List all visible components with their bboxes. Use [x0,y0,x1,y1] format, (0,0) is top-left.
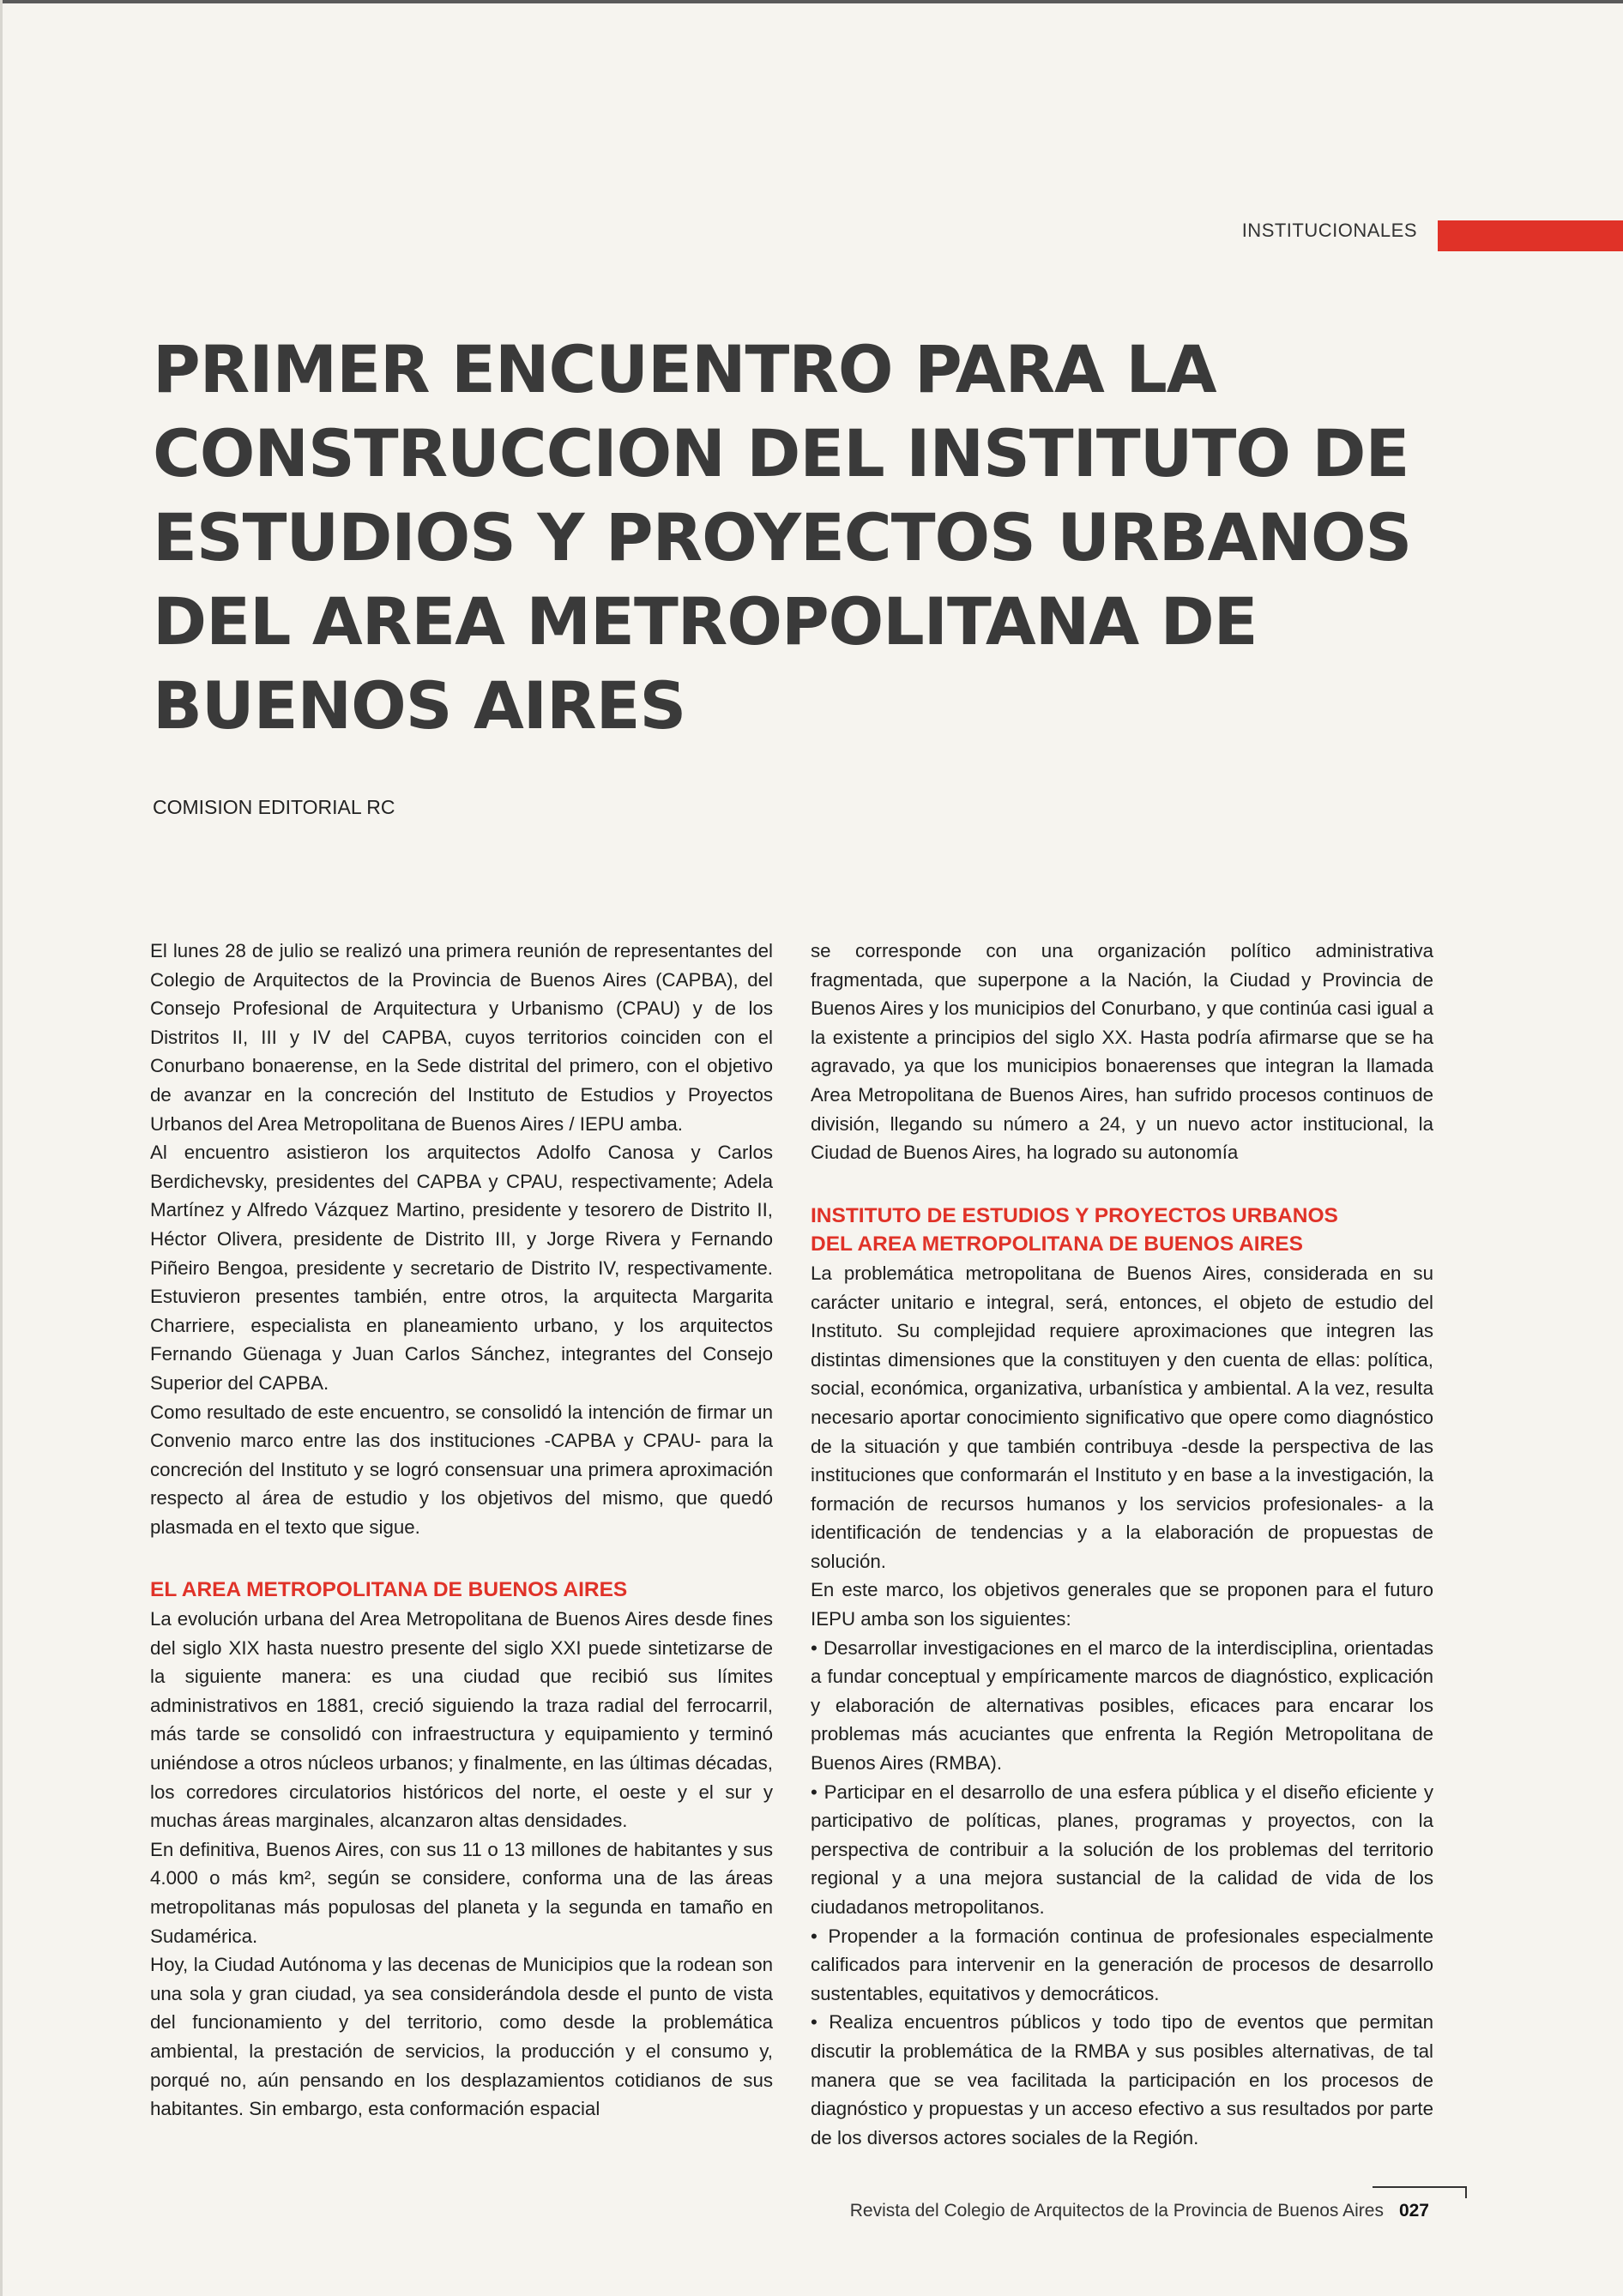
paragraph: En este marco, los objetivos generales que se proponen para el futuro IEPU amba son los siguientes: [811,1579,1433,1630]
bullet-item: • Realiza encuentros públicos y todo tipo de eventos que permitan discutir la problemática de la RMBA y sus posibles alternativas, de tal manera que se vea facilitada la participación en los procesos de diagnóstico y propuestas y un acceso efectivo a sus resultados por parte de los diversos actores sociales de la Región. [811,2011,1433,2148]
paragraph: se corresponde con una organización político administrativa fragmentada, que superpone a la Nación, la Ciudad y Provincia de Buenos Aires y los municipios del Conurbano, y que continúa casi igual a la existente a principios del siglo XX. Hasta podría afirmarse que se ha agravado, ya que los municipios bonaerenses que integran la llamada Area Metropolitana de Buenos Aires, han sufrido procesos continuos de división, llegando su número a 24, y un nuevo actor institucional, la Ciudad de Buenos Aires, ha logrado su autonomía [811,940,1433,1164]
paragraph: Hoy, la Ciudad Autónoma y las decenas de Municipios que la rodean son una sola y gran ciudad, ya sea considerándola desde el punto de vista del funcionamiento y del territorio, como desde la problemática ambiental, la prestación de servicios, la producción y el consumo y, porqué no, aún pensando en los desplazamientos cotidianos de sus habitantes. Sin embargo, esta conformación espacial [150,1954,773,2120]
page-footer [850,2201,1429,2221]
title-line: CONSTRUCCION DEL INSTITUTO DE [153,415,1409,491]
paragraph: Como resultado de este encuentro, se consolidó la intención de firmar un Convenio marco entre las dos instituciones -CAPBA y CPAU- para la concreción del Instituto y se logró consensuar una primera aproximación respecto al área de estudio y los objetivos del mismo, que quedó plasmada en el texto que sigue. [150,1401,773,1538]
paragraph: Al encuentro asistieron los arquitectos Adolfo Canosa y Carlos Berdichevsky, presidentes del CAPBA y CPAU, respectivamente; Adela Martínez y Alfredo Vázquez Martino, presidente y tesorero de Distrito II, Héctor Olivera, presidente de Distrito III, y Jorge Rivera y Fernando Piñeiro Bengoa, presidente y secretario de Distrito IV, respectivamente. Estuvieron presentes también, entre otros, la arquitecta Margarita Charriere, especialista en planeamiento urbano, y los arquitectos Fernando Güenaga y Juan Carlos Sánchez, integrantes del Consejo Superior del CAPBA. [150,1142,773,1394]
bullet-item: • Propender a la formación continua de profesionales especialmente calificados para intervenir en la generación de procesos de desarrollo sustentables, equitativos y democráticos. [811,1925,1433,2004]
page-number: 027 [1398,2201,1429,2221]
page-left-edge [0,0,3,2296]
paragraph: En definitiva, Buenos Aires, con sus 11 o 13 millones de habitantes y sus 4.000 o más km², según se considere, conforma una de las áreas metropolitanas más populosas del planeta y la segunda en tamaño en Sudamérica. [150,1838,773,1947]
section-heading-line: DEL AREA METROPOLITANA DE BUENOS AIRES [811,1232,1303,1256]
paragraph: La problemática metropolitana de Buenos Aires, considerada en su carácter unitario e integral, será, entonces, el objeto de estudio del Instituto. Su complejidad requiere aproximaciones que integren las distintas dimensiones que la constituyen y den cuenta de ellas: política, social, económica, organizativa, urbanística y ambiental. A la vez, resulta necesario aportar conocimiento significativo que opere como diagnóstico de la situación y que también contribuya -desde la perspectiva de las instituciones que conformarán el Instituto y en base a la investigación, la formación de recursos humanos y los servicios profesionales- a la identificación de tendencias y a la elaboración de propuestas de solución. [811,1262,1433,1572]
section-accent-bar [1438,220,1623,251]
title-line: DEL AREA METROPOLITANA DE [153,583,1258,660]
right-column [811,937,1433,2152]
bullet-item: • Participar en el desarrollo de una esfera pública y el diseño eficiente y participativo de políticas, planes, programas y proyectos, con la perspectiva de contribuir a la solución de los problemas del territorio regional y a una mejora sustancial de la calidad de vida de los ciudadanos metropolitanos. [811,1781,1433,1918]
bullet-item: • Desarrollar investigaciones en el marco de la interdisciplina, orientadas a fundar conceptual y empíricamente marcos de diagnóstico, explicación y elaboración de alternativas posibles, eficaces para encarar los problemas más acuciantes que enfrenta la Región Metropolitana de Buenos Aires (RMBA). [811,1636,1433,1775]
footer-rule [1373,2186,1467,2188]
title-line: ESTUDIOS Y PROYECTOS URBANOS [153,499,1412,576]
paragraph: La evolución urbana del Area Metropolitana de Buenos Aires desde fines del siglo XIX hasta nuestro presente del siglo XXI puede sintetizarse de la siguiente manera: es una ciudad que recibió sus límites administrativos en 1881, creció siguiendo la traza radial del ferrocarril, más tarde se consolidó con infraestructura y equipamiento y terminó uniéndose a otros núcleos urbanos; y finalmente, en las últimas décadas, los corredores circulatorios históricos del norte, el oeste y el sur y muchas áreas marginales, alcanzaron altas densidades. [150,1608,773,1832]
section-heading: EL AREA METROPOLITANA DE BUENOS AIRES [150,1578,628,1602]
left-column [150,937,773,2124]
footer-publication: Revista del Colegio de Arquitectos de la Provincia de Buenos Aires [849,2201,1384,2221]
paragraph: El lunes 28 de julio se realizó una primera reunión de representantes del Colegio de Arquitectos de la Provincia de Buenos Aires (CAPBA), del Consejo Profesional de Arquitectura y Urbanismo (CPAU) y de los Distritos II, III y IV del CAPBA, cuyos territorios coinciden con el Conurbano bonaerense, en la Sede distrital del primero, con el objetivo de avanzar en la concreción del Instituto de Estudios y Proyectos Urbanos del Area Metropolitana de Buenos Aires / IEPU amba. [150,940,773,1135]
page-top-edge [0,0,1623,3]
section-heading-line: INSTITUTO DE ESTUDIOS Y PROYECTOS URBANOS [811,1203,1338,1227]
section-label: INSTITUCIONALES [1241,220,1417,241]
title-line: BUENOS AIRES [153,667,686,744]
title-line: PRIMER ENCUENTRO PARA LA [153,331,1216,407]
footer-rule-tick [1465,2186,1467,2198]
byline: COMISION EDITORIAL RC [153,796,395,818]
article-title [153,328,1412,748]
